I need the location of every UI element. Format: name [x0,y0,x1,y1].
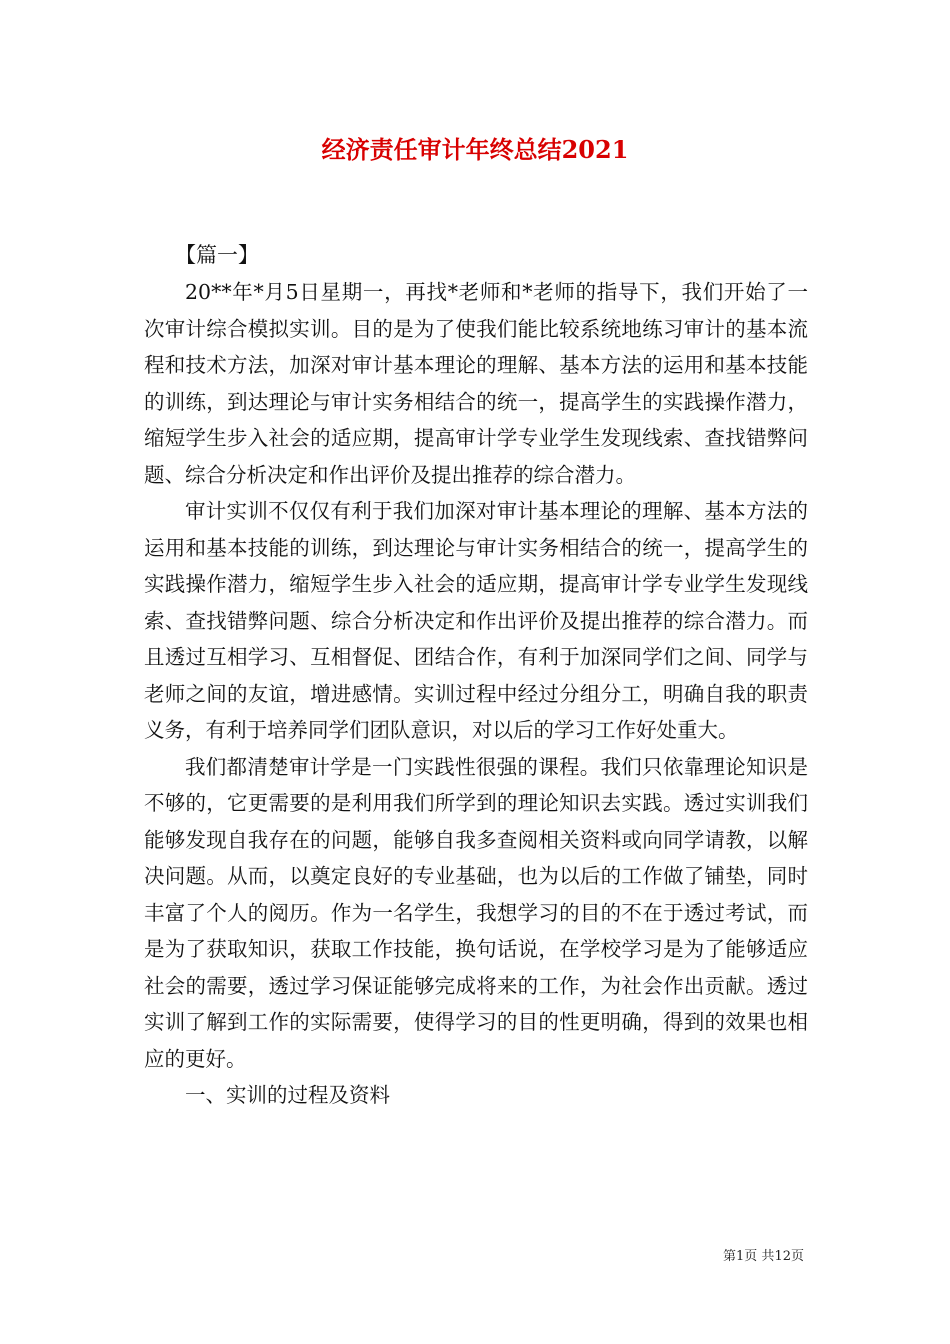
section-label: 【篇一】 [175,243,259,267]
footer-prefix: 第 [723,1249,737,1264]
section-heading: 一、实训的过程及资料 [185,1083,390,1107]
footer-middle: 页 共 [744,1249,775,1264]
footer-current-page: 1 [736,1249,745,1264]
footer-total-pages: 12 [774,1249,791,1264]
page-footer [723,1247,804,1267]
paragraph: 审计实训不仅仅有利于我们加深对审计基本理论的理解、基本方法的运用和基本技能的训练，到达理论与审计实务相结合的统一，提高学生的实践操作潜力，缩短学生步入社会的适应期，提高审计学专业学生发现线索、查找错弊问题、综合分析决定和作出评价及提出推荐的综合潜力。而且透过互相学习、互相督促、团结合作，有利于加深同学们之间、同学与老师之间的友谊，增进感情。实训过程中经过分组分工，明确自我的职责义务，有利于培养同学们团队意识，对以后的学习工作好处重大。 [144,499,808,742]
document-body [144,274,808,1114]
footer-suffix: 页 [790,1249,804,1264]
paragraph: 我们都清楚审计学是一门实践性很强的课程。我们只依靠理论知识是不够的，它更需要的是利用我们所学到的理论知识去实践。透过实训我们能够发现自我存在的问题，能够自我多查阅相关资料或向同学请教，以解决问题。从而，以奠定良好的专业基础，也为以后的工作做了铺垫，同时丰富了个人的阅历。作为一名学生，我想学习的目的不在于透过考试，而是为了获取知识，获取工作技能，换句话说，在学校学习是为了能够适应社会的需要，透过学习保证能够完成将来的工作，为社会作出贡献。透过实训了解到工作的实际需要，使得学习的目的性更明确，得到的效果也相应的更好。 [144,754,808,1071]
document-title: 经济责任审计年终总结2021 [321,135,629,164]
paragraph: 20**年*月5日星期一，再找*老师和*老师的指导下，我们开始了一次审计综合模拟实训。目的是为了使我们能比较系统地练习审计的基本流程和技术方法，加深对审计基本理论的理解、基本方法的运用和基本技能的训练，到达理论与审计实务相结合的统一，提高学生的实践操作潜力，缩短学生步入社会的适应期，提高审计学专业学生发现线索、查找错弊问题、综合分析决定和作出评价及提出推荐的综合潜力。 [144,280,808,487]
